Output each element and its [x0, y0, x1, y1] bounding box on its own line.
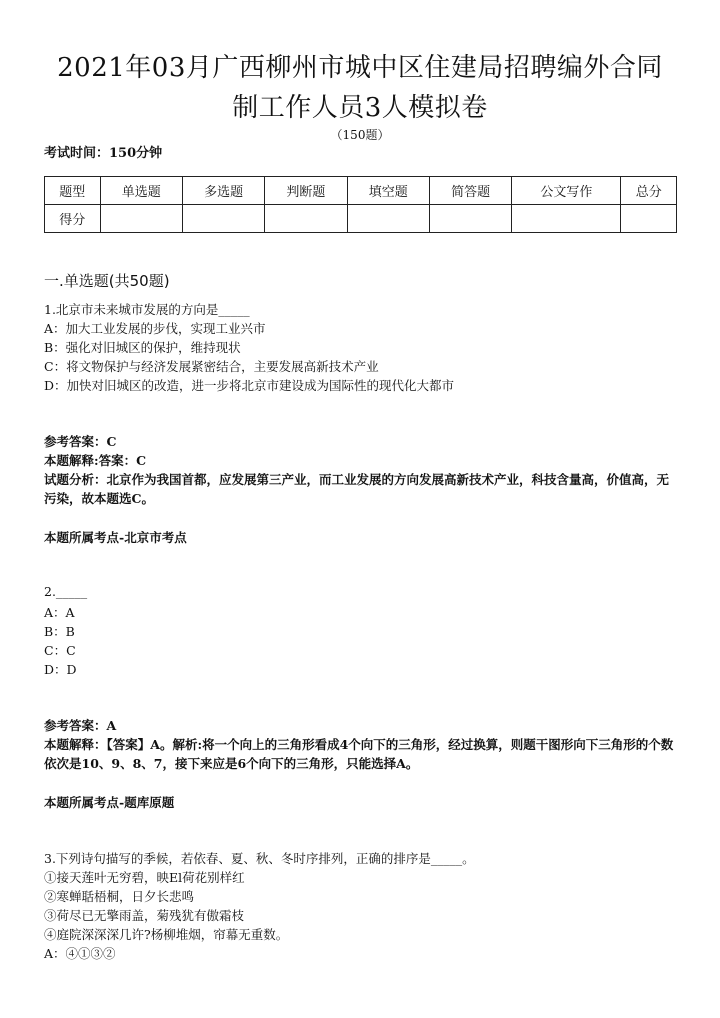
q1-analysis: 试题分析：北京作为我国首都，应发展第三产业，而工业发展的方向发展高新技术产业，科技含量高，价值高，无污染，故本题选C。 — [44, 472, 670, 506]
q1-answer: 参考答案：C — [44, 434, 117, 449]
q3-line-4: ④庭院深深深几许?杨柳堆烟，帘幕无重数。 — [44, 927, 289, 942]
score-table-score-row — [45, 205, 677, 233]
q1-option-c: C：将文物保护与经济发展紧密结合，主要发展高新技术产业 — [44, 359, 379, 374]
score-cell[interactable] — [429, 205, 511, 233]
score-cell[interactable] — [512, 205, 621, 233]
score-table — [44, 176, 677, 233]
score-cell[interactable] — [100, 205, 182, 233]
q2-option-d: D：D — [44, 662, 77, 677]
score-cell[interactable] — [265, 205, 347, 233]
header-cell: 简答题 — [429, 177, 511, 205]
q3-line-2: ②寒蝉聒梧桐，日夕长悲鸣 — [44, 889, 195, 904]
doc-title-line1: 2021年03月广西柳州市城中区住建局招聘编外合同 — [57, 53, 663, 83]
score-cell[interactable] — [621, 205, 677, 233]
header-cell: 题型 — [45, 177, 101, 205]
q1-option-b: B：强化对旧城区的保护，维持现状 — [44, 340, 241, 355]
score-table-header-row — [45, 177, 677, 205]
q3-line-3: ③荷尽已无擎雨盖，菊残犹有傲霜枝 — [44, 908, 245, 923]
q2-explain: 本题解释：【答案】A。解析:将一个向上的三角形看成4个向下的三角形，经过换算，则题干图形向下三角形的个数依次是10、9、8、7，接下来应是6个向下的三角形，只能选择A。 — [44, 737, 674, 771]
q2-stem: 2._____ — [44, 584, 88, 599]
header-cell: 判断题 — [265, 177, 347, 205]
q2-option-c: C：C — [44, 643, 76, 658]
exam-time: 考试时间：150分钟 — [44, 146, 163, 161]
q1-explain-label: 本题解释:答案：C — [44, 453, 147, 468]
q2-answer: 参考答案：A — [44, 718, 117, 733]
header-cell: 公文写作 — [512, 177, 621, 205]
section-title: 一.单选题(共50题) — [44, 272, 170, 290]
header-cell: 多选题 — [182, 177, 264, 205]
q3-stem: 3.下列诗句描写的季候，若依春、夏、秋、冬时序排列，正确的排序是_____。 — [44, 851, 475, 866]
score-cell[interactable] — [347, 205, 429, 233]
q1-option-a: A：加大工业发展的步伐，实现工业兴市 — [44, 321, 266, 336]
q2-option-b: B：B — [44, 624, 75, 639]
q1-point: 本题所属考点-北京市考点 — [44, 530, 187, 545]
score-cell[interactable] — [182, 205, 264, 233]
q2-option-a: A：A — [44, 605, 75, 620]
header-cell: 总分 — [621, 177, 677, 205]
q1-option-d: D：加快对旧城区的改造，进一步将北京市建设成为国际性的现代化大都市 — [44, 378, 455, 393]
q3-option-a: A：④①③② — [44, 946, 116, 961]
header-cell: 填空题 — [347, 177, 429, 205]
q1-stem: 1.北京市未来城市发展的方向是_____ — [44, 302, 250, 317]
q2-point: 本题所属考点-题库原题 — [44, 795, 175, 810]
doc-title-line2: 制工作人员3人模拟卷 — [232, 93, 488, 123]
row-label-cell: 得分 — [45, 205, 101, 233]
question-count: （150题） — [330, 128, 390, 142]
header-cell: 单选题 — [100, 177, 182, 205]
q3-line-1: ①接天莲叶无穷碧，映El荷花别样红 — [44, 870, 245, 885]
